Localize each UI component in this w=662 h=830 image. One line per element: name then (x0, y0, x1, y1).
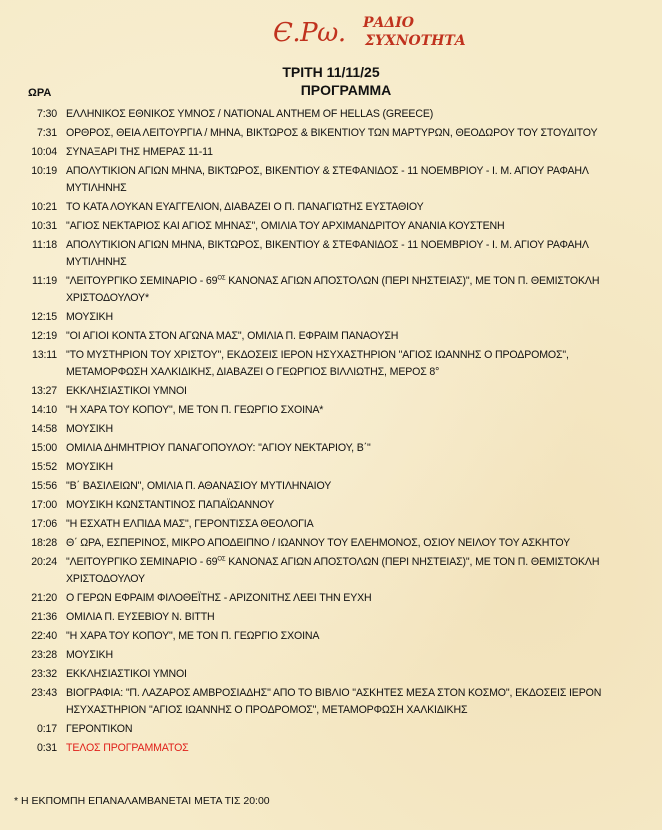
schedule-row (0, 478, 662, 495)
schedule-title: Θ΄ ΩΡΑ, ΕΣΠΕΡΙΝΟΣ, ΜΙΚΡΟ ΑΠΟΔΕΙΠΝΟ / ΙΩΑΝΝΟΥ ΤΟΥ ΕΛΕΗΜΟΝΟΣ, ΟΣΙΟΥ ΝΕΙΛΟΥ ΤΟΥ ΑΣΚΗΤΟΥ (66, 537, 571, 549)
schedule-row (0, 125, 662, 142)
schedule-row (0, 383, 662, 400)
schedule-time: 0:31 (36, 742, 57, 754)
schedule-time: 23:28 (31, 649, 57, 661)
schedule-title: "ΟΙ ΑΓΙΟΙ ΚΟΝΤΑ ΣΤΟΝ ΑΓΩΝΑ ΜΑΣ", ΟΜΙΛΙΑ Π. ΕΦΡΑΙΜ ΠΑΝΑΟΥΣΗ (66, 330, 399, 342)
schedule-row (0, 647, 662, 664)
schedule-row (0, 685, 662, 719)
schedule-title: "ΑΓΙΟΣ ΝΕΚΤΑΡΙΟΣ ΚΑΙ ΑΓΙΟΣ ΜΗΝΑΣ", ΟΜΙΛΙΑ ΤΟΥ ΑΡΧΙΜΑΝΔΡΙΤΟΥ ΑΝΑΝΙΑ ΚΟΥΣΤΕΝΗ (66, 220, 505, 232)
schedule-row (0, 347, 662, 381)
ordinal-suffix: ΟΣ (217, 556, 226, 563)
schedule-title: "Β΄ ΒΑΣΙΛΕΙΩΝ", ΟΜΙΛΙΑ Π. ΑΘΑΝΑΣΙΟΥ ΜΥΤΙΛΗΝΑΙΟΥ (66, 480, 332, 492)
logo-text (363, 14, 466, 50)
schedule-time: 13:27 (31, 385, 57, 397)
schedule-row (0, 721, 662, 738)
schedule-time: 21:20 (31, 592, 57, 604)
schedule-time: 11:18 (32, 239, 57, 251)
schedule-row (0, 106, 662, 123)
schedule-title: ΜΟΥΣΙΚΗ (66, 461, 113, 473)
schedule-time: 15:00 (31, 442, 57, 454)
schedule-title: ΤΟ ΚΑΤΑ ΛΟΥΚΑΝ ΕΥΑΓΓΕΛΙΟΝ, ΔΙΑΒΑΖΕΙ Ο Π. ΠΑΝΑΓΙΩΤΗΣ ΕΥΣΤΑΘΙΟΥ (66, 201, 424, 213)
schedule-title: "ΤΟ ΜΥΣΤΗΡΙΟΝ ΤΟΥ ΧΡΙΣΤΟΥ", ΕΚΔΟΣΕΙΣ ΙΕΡΟΝ ΗΣΥΧΑΣΤΗΡΙΟΝ "ΑΓΙΟΣ ΙΩΑΝΝΗΣ Ο ΠΡΟΔΡΟΜΟΣ", ΜΕΤΑΜΟΡΦΩΣΗ ΧΑΛΚΙΔΙΚΗΣ, ΔΙΑΒΑΖΕΙ Ο ΓΕΩΡΓΙΟΣ ΒΙΛΛΙΩΤΗΣ, ΜΕΡΟΣ 8° (66, 349, 569, 378)
hour-column-header: ΩΡΑ (28, 87, 52, 99)
schedule-row (0, 440, 662, 457)
schedule-title: ΟΡΘΡΟΣ, ΘΕΙΑ ΛΕΙΤΟΥΡΓΙΑ / ΜΗΝΑ, ΒΙΚΤΩΡΟΣ & ΒΙΚΕΝΤΙΟΥ ΤΩΝ ΜΑΡΤΥΡΩΝ, ΘΕΟΔΩΡΟΥ ΤΟΥ ΣΤΟΥΔΙΤΟΥ (66, 127, 598, 139)
schedule-row (0, 421, 662, 438)
schedule-time: 12:19 (31, 330, 57, 342)
schedule-row (0, 237, 662, 271)
schedule-time: 14:58 (31, 423, 57, 435)
schedule-time: 20:24 (31, 556, 57, 568)
schedule-time: 10:04 (31, 146, 57, 158)
page-title: ΠΡΟΓΡΑΜΜΑ (300, 82, 392, 98)
schedule-title: Ο ΓΕΡΩΝ ΕΦΡΑΙΜ ΦΙΛΟΘΕΪΤΗΣ - ΑΡΙΖΟΝΙΤΗΣ ΛΕΕΙ ΤΗΝ ΕΥΧΗ (66, 592, 372, 604)
schedule-time: 0:17 (36, 723, 57, 735)
schedule-row (0, 535, 662, 552)
schedule-title: ΓΕΡΟΝΤΙΚΟΝ (66, 723, 133, 735)
schedule-time: 7:30 (36, 108, 57, 120)
schedule-title: ΜΟΥΣΙΚΗ ΚΩΝΣΤΑΝΤΙΝΟΣ ΠΑΠΑΪΩΑΝΝΟΥ (66, 499, 275, 511)
schedule-row (0, 218, 662, 235)
schedule-row (0, 740, 662, 757)
schedule-title: ΤΕΛΟΣ ΠΡΟΓΡΑΜΜΑΤΟΣ (66, 742, 189, 754)
logo-mark: Є.Ρω. (273, 18, 346, 48)
schedule-row (0, 199, 662, 216)
schedule-time: 13:11 (32, 349, 57, 361)
schedule-row (0, 590, 662, 607)
schedule-row (0, 497, 662, 514)
schedule-time: 7:31 (36, 127, 57, 139)
schedule-time: 18:28 (31, 537, 57, 549)
schedule-row (0, 273, 662, 307)
schedule-list (0, 106, 662, 759)
schedule-row (0, 628, 662, 645)
schedule-title: ΑΠΟΛΥΤΙΚΙΟΝ ΑΓΙΩΝ ΜΗΝΑ, ΒΙΚΤΩΡΟΣ, ΒΙΚΕΝΤΙΟΥ & ΣΤΕΦΑΝΙΔΟΣ - 11 ΝΟΕΜΒΡΙΟΥ - Ι. Μ. ΑΓΙΟΥ ΡΑΦΑΗΛ ΜΥΤΙΛΗΝΗΣ (66, 165, 589, 194)
schedule-row (0, 163, 662, 197)
schedule-title: ΒΙΟΓΡΑΦΙΑ: "Π. ΛΑΖΑΡΟΣ ΑΜΒΡΟΣΙΑΔΗΣ" ΑΠΟ ΤΟ ΒΙΒΛΙΟ "ΑΣΚΗΤΕΣ ΜΕΣΑ ΣΤΟΝ ΚΟΣΜΟ", ΕΚΔΟΣΕΙΣ ΙΕΡΟΝ ΗΣΥΧΑΣΤΗΡΙΟΝ "ΑΓΙΟΣ ΙΩΑΝΝΗΣ Ο ΠΡΟΔΡΟΜΟΣ", ΜΕΤΑΜΟΡΦΩΣΗ ΧΑΛΚΙΔΙΚΗΣ (66, 687, 602, 716)
schedule-time: 14:10 (31, 404, 57, 416)
schedule-row (0, 554, 662, 588)
schedule-row (0, 516, 662, 533)
schedule-title: ΟΜΙΛΙΑ Π. ΕΥΣΕΒΙΟΥ Ν. ΒΙΤΤΗ (66, 611, 215, 623)
schedule-row (0, 459, 662, 476)
schedule-title: ΜΟΥΣΙΚΗ (66, 423, 113, 435)
schedule-time: 15:52 (31, 461, 57, 473)
schedule-title: ΜΟΥΣΙΚΗ (66, 311, 113, 323)
schedule-title: ΟΜΙΛΙΑ ΔΗΜΗΤΡΙΟΥ ΠΑΝΑΓΟΠΟΥΛΟΥ: "ΑΓΙΟΥ ΝΕΚΤΑΡΙΟΥ, Β΄" (66, 442, 371, 454)
schedule-date: ΤΡΙΤΗ 11/11/25 (282, 64, 380, 80)
schedule-time: 21:36 (31, 611, 57, 623)
schedule-time: 11:19 (32, 275, 57, 287)
schedule-row (0, 402, 662, 419)
schedule-row (0, 309, 662, 326)
schedule-time: 17:00 (31, 499, 57, 511)
schedule-time: 10:31 (31, 220, 57, 232)
schedule-title: "Η ΧΑΡΑ ΤΟΥ ΚΟΠΟΥ", ΜΕ ΤΟΝ Π. ΓΕΩΡΓΙΟ ΣΧΟΙΝΑ* (66, 404, 324, 416)
schedule-title: "ΛΕΙΤΟΥΡΓΙΚΟ ΣΕΜΙΝΑΡΙΟ - $69^{O\Sigma}$ ΚΑΝΟΝΑΣ ΑΓΙΩΝ ΑΠΟΣΤΟΛΩΝ (ΠΕΡΙ ΝΗΣΤΕΙΑΣ)", ΜΕ ΤΟΝ Π. ΘΕΜΙΣΤΟΚΛΗ ΧΡΙΣΤΟΔΟΥΛΟΥ (66, 556, 600, 585)
logo-line2: ΣΥΧΝΟΤΗΤΑ (365, 33, 466, 49)
schedule-time: 17:06 (31, 518, 57, 530)
schedule-title: ΕΚΚΛΗΣΙΑΣΤΙΚΟΙ ΥΜΝΟΙ (66, 668, 187, 680)
schedule-time: 10:21 (31, 201, 57, 213)
schedule-time: 15:56 (31, 480, 57, 492)
schedule-time: 23:32 (31, 668, 57, 680)
footnote: * Η ΕΚΠΟΜΠΗ ΕΠΑΝΑΛΑΜΒΑΝΕΤΑΙ ΜΕΤΑ ΤΙΣ 20:00 (14, 795, 270, 807)
logo-line1: ΡΑΔΙΟ (363, 15, 414, 31)
schedule-title: ΑΠΟΛΥΤΙΚΙΟΝ ΑΓΙΩΝ ΜΗΝΑ, ΒΙΚΤΩΡΟΣ, ΒΙΚΕΝΤΙΟΥ & ΣΤΕΦΑΝΙΔΟΣ - 11 ΝΟΕΜΒΡΙΟΥ - Ι. Μ. ΑΓΙΟΥ ΡΑΦΑΗΛ ΜΥΤΙΛΗΝΗΣ (66, 239, 589, 268)
ordinal-suffix: ΟΣ (217, 275, 226, 282)
schedule-time: 22:40 (31, 630, 57, 642)
schedule-title: ΕΚΚΛΗΣΙΑΣΤΙΚΟΙ ΥΜΝΟΙ (66, 385, 187, 397)
schedule-title: "Η ΧΑΡΑ ΤΟΥ ΚΟΠΟΥ", ΜΕ ΤΟΝ Π. ΓΕΩΡΓΙΟ ΣΧΟΙΝΑ (66, 630, 320, 642)
schedule-title: ΣΥΝΑΞΑΡΙ ΤΗΣ ΗΜΕΡΑΣ 11-11 (66, 146, 213, 158)
schedule-row (0, 144, 662, 161)
schedule-time: 23:43 (31, 687, 57, 699)
schedule-row (0, 328, 662, 345)
schedule-row (0, 609, 662, 626)
schedule-title: ΜΟΥΣΙΚΗ (66, 649, 113, 661)
schedule-title: ΕΛΛΗΝΙΚΟΣ ΕΘΝΙΚΟΣ ΥΜΝΟΣ / NATIONAL ANTHEM OF HELLAS (GREECE) (66, 108, 434, 120)
schedule-time: 12:15 (31, 311, 57, 323)
schedule-title: "Η ΕΣΧΑΤΗ ΕΛΠΙΔΑ ΜΑΣ", ΓΕΡΟΝΤΙΣΣΑ ΘΕΟΛΟΓΙΑ (66, 518, 314, 530)
schedule-time: 10:19 (31, 165, 57, 177)
schedule-title: "ΛΕΙΤΟΥΡΓΙΚΟ ΣΕΜΙΝΑΡΙΟ - $69^{O\Sigma}$ ΚΑΝΟΝΑΣ ΑΓΙΩΝ ΑΠΟΣΤΟΛΩΝ (ΠΕΡΙ ΝΗΣΤΕΙΑΣ)", ΜΕ ΤΟΝ Π. ΘΕΜΙΣΤΟΚΛΗ ΧΡΙΣΤΟΔΟΥΛΟΥ* (66, 275, 600, 304)
schedule-row (0, 666, 662, 683)
